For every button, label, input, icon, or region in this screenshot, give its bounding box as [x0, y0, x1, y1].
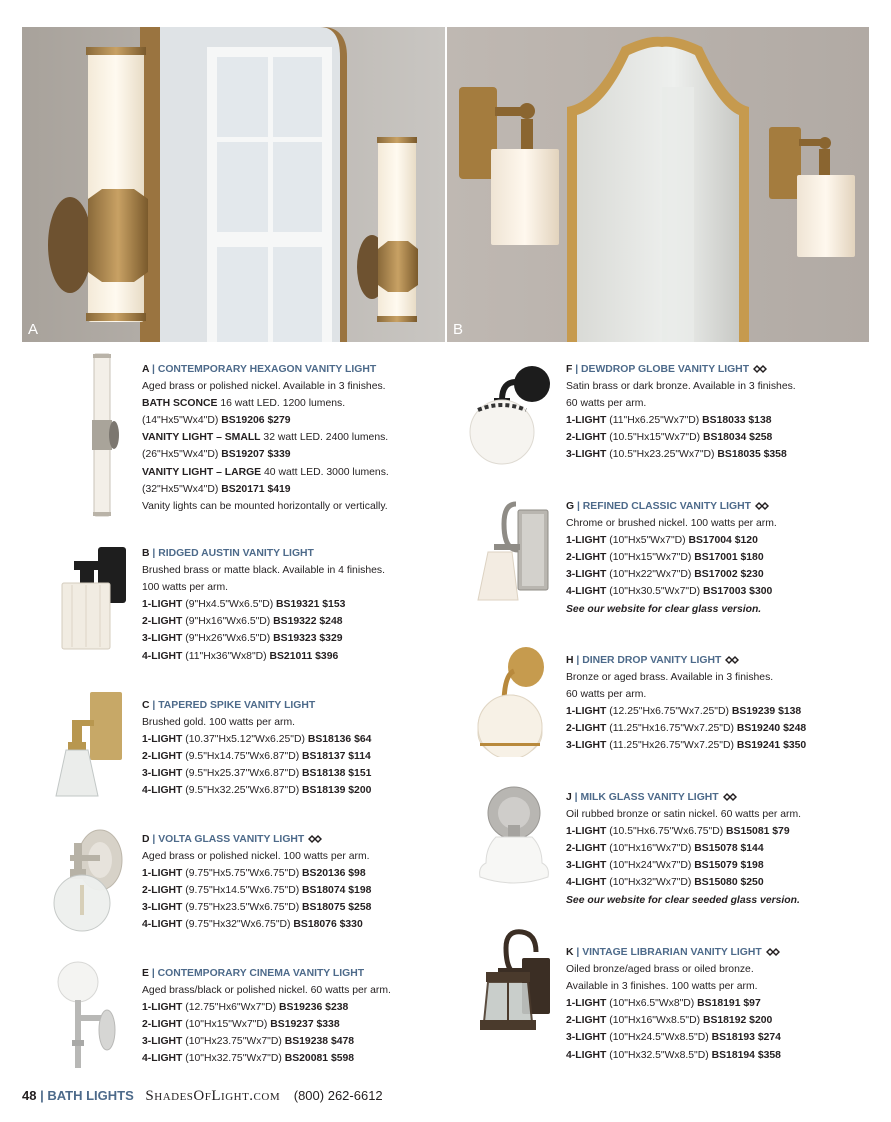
price: $329 — [319, 633, 343, 645]
section-name: BATH LIGHTS — [47, 1088, 134, 1103]
product-size-line: 2-LIGHT (10"Hx16"Wx7"D) BS15078 $144 — [566, 843, 764, 855]
product-size-line: 2-LIGHT (9.5"Hx14.75"Wx6.87"D) BS18137 $114 — [142, 751, 371, 763]
product-description: Brushed gold. 100 watts per arm. — [142, 717, 296, 729]
sku: BS18136 — [307, 734, 352, 746]
product-size-line: 3-LIGHT (10"Hx22"Wx7"D) BS17002 $230 — [566, 569, 764, 581]
product-letter: A — [142, 364, 150, 375]
product-size-line: 2-LIGHT (10"Hx16"Wx8.5"D) BS18192 $200 — [566, 1015, 773, 1027]
product-letter: E — [142, 968, 149, 979]
product-letter: H — [566, 655, 574, 666]
size-label: 2-LIGHT — [142, 751, 183, 763]
size-label: 3-LIGHT — [566, 740, 607, 752]
variant-name: BATH SCONCE — [142, 398, 218, 410]
product-image-g — [474, 500, 550, 608]
price: $330 — [339, 919, 363, 931]
product-block-h — [566, 652, 806, 755]
size-label: 2-LIGHT — [566, 843, 607, 855]
diamond-badge-icon — [755, 502, 769, 510]
product-size-line: 2-LIGHT (9.75"Hx14.5"Wx6.75"D) BS18074 $198 — [142, 885, 372, 897]
product-letter: F — [566, 364, 573, 375]
size-label: 4-LIGHT — [142, 919, 183, 931]
product-size-line: 3-LIGHT (9"Hx26"Wx6.5"D) BS19323 $329 — [142, 633, 343, 645]
product-size-line: 1-LIGHT (11"Hx6.25"Wx7"D) BS18033 $138 — [566, 415, 772, 427]
sku: BS15079 — [694, 860, 738, 872]
product-image-a — [86, 352, 122, 520]
price: $350 — [783, 740, 807, 752]
product-block-b — [142, 545, 385, 665]
size-label: 2-LIGHT — [142, 885, 183, 897]
product-description: Aged brass/black or polished nickel. 60 watts per arm. — [142, 985, 391, 997]
sku: BS18137 — [302, 751, 346, 763]
sku: BS20136 — [302, 868, 346, 880]
price: $200 — [348, 785, 372, 797]
size-label: 3-LIGHT — [142, 768, 183, 780]
sku: BS15081 — [726, 826, 770, 838]
title-separator: | — [149, 700, 159, 711]
product-size-line: 1-LIGHT (10"Hx5"Wx7"D) BS17004 $120 — [566, 535, 758, 547]
title-separator: | — [148, 968, 158, 979]
sku: BS17002 — [694, 569, 738, 581]
sku: BS20081 — [284, 1053, 329, 1065]
product-letter: J — [566, 792, 572, 803]
product-title — [142, 697, 371, 714]
product-size-line: 3-LIGHT (9.75"Hx23.5"Wx6.75"D) BS18075 $258 — [142, 902, 372, 914]
product-size-line: 3-LIGHT (10"Hx24.5"Wx8.5"D) BS18193 $274 — [566, 1032, 781, 1044]
product-title — [142, 831, 371, 848]
product-size-line: 1-LIGHT (12.75"Hx6"Wx7"D) BS19236 $238 — [142, 1002, 349, 1014]
title-separator: | — [573, 655, 583, 666]
size-label: 4-LIGHT — [142, 785, 183, 797]
product-description: Aged brass or polished nickel. Available in 3 finishes. — [142, 381, 386, 393]
product-size-line: 1-LIGHT (9"Hx4.5"Wx6.5"D) BS19321 $153 — [142, 599, 346, 611]
price: $153 — [322, 599, 346, 611]
product-letter: K — [566, 947, 574, 958]
product-letter: B — [142, 548, 150, 559]
product-size-line: 1-LIGHT (10"Hx6.5"Wx8"D) BS18191 $97 — [566, 998, 761, 1010]
sku: BS18191 — [697, 998, 741, 1010]
size-label: 1-LIGHT — [566, 535, 607, 547]
price: $396 — [315, 650, 339, 662]
title-separator: | — [149, 548, 159, 559]
size-label: 3-LIGHT — [142, 1036, 183, 1048]
product-title — [142, 965, 391, 982]
product-spec-line: (26"Hx5"Wx4"D) BS19207 $339 — [142, 449, 291, 461]
sku: BS19236 — [278, 1002, 323, 1014]
product-title — [142, 361, 389, 378]
sku: BS18074 — [302, 885, 346, 897]
sku: BS18035 — [717, 449, 761, 461]
product-block-e — [142, 965, 391, 1068]
product-title — [566, 944, 781, 961]
product-size-line: 3-LIGHT (10"Hx23.75"Wx7"D) BS19238 $478 — [142, 1036, 355, 1048]
product-image-j — [476, 785, 552, 893]
price: $338 — [316, 1019, 340, 1031]
price: $151 — [348, 768, 372, 780]
size-label: 1-LIGHT — [566, 415, 607, 427]
product-name: DEWDROP GLOBE VANITY LIGHT — [581, 364, 750, 375]
sku: BS18192 — [702, 1015, 747, 1027]
product-description: Available in 3 finishes. 100 watts per arm. — [566, 981, 758, 993]
price: $274 — [757, 1032, 781, 1044]
product-image-k — [470, 928, 554, 1036]
sku: BS15078 — [694, 843, 738, 855]
sku: BS19322 — [273, 616, 317, 628]
size-label: 1-LIGHT — [142, 734, 183, 746]
product-description: Brushed brass or matte black. Available in 4 finishes. — [142, 565, 385, 577]
size-label: 2-LIGHT — [566, 723, 607, 735]
product-image-d — [50, 825, 126, 933]
price: $358 — [757, 1049, 781, 1061]
price: $258 — [348, 902, 372, 914]
product-size-line: 1-LIGHT (10.5"Hx6.75"Wx6.75"D) BS15081 $79 — [566, 826, 790, 838]
price: $97 — [743, 998, 761, 1010]
sku: BS18194 — [711, 1049, 755, 1061]
product-description: 60 watts per arm. — [566, 689, 647, 701]
sku: BS19321 — [276, 599, 320, 611]
sku: BS21011 — [269, 650, 313, 662]
product-image-f — [468, 360, 552, 468]
price: $64 — [354, 734, 372, 746]
size-label: 4-LIGHT — [142, 650, 183, 662]
sku: BS19237 — [270, 1019, 314, 1031]
product-variant-line: BATH SCONCE 16 watt LED. 1200 lumens. — [142, 398, 346, 410]
website-link[interactable]: ShadesOfLight.com — [145, 1088, 281, 1104]
size-label: 1-LIGHT — [142, 599, 183, 611]
size-label: 2-LIGHT — [566, 552, 607, 564]
price: $180 — [740, 552, 764, 564]
product-note: See our website for clear seeded glass version. — [566, 894, 800, 906]
product-name: REFINED CLASSIC VANITY LIGHT — [582, 501, 751, 512]
product-letter: D — [142, 834, 150, 845]
diamond-badge-icon — [725, 656, 739, 664]
title-separator: | — [574, 501, 583, 512]
price: $230 — [740, 569, 764, 581]
product-spec-line: (32"Hx5"Wx4"D) BS20171 $419 — [142, 483, 291, 495]
sku: BS15080 — [694, 877, 738, 889]
diamond-badge-icon — [766, 948, 780, 956]
size-label: 3-LIGHT — [566, 449, 607, 461]
diamond-badge-icon — [308, 835, 322, 843]
sku: BS18075 — [302, 902, 346, 914]
product-name: DINER DROP VANITY LIGHT — [582, 655, 722, 666]
variant-name: VANITY LIGHT – SMALL — [142, 432, 261, 444]
size-label: 1-LIGHT — [566, 706, 607, 718]
product-size-line: 4-LIGHT (9.75"Hx32"Wx6.75"D) BS18076 $330 — [142, 919, 363, 931]
size-label: 1-LIGHT — [142, 1002, 183, 1014]
product-size-line: 3-LIGHT (10.5"Hx23.25"Wx7"D) BS18035 $358 — [566, 449, 787, 461]
price: $250 — [740, 877, 764, 889]
price: $598 — [330, 1053, 355, 1065]
price: $248 — [319, 616, 343, 628]
product-description: 100 watts per arm. — [142, 582, 229, 594]
product-title — [566, 652, 806, 669]
price: $238 — [325, 1002, 349, 1014]
product-note: See our website for clear glass version. — [566, 603, 762, 615]
product-variant-line: VANITY LIGHT – LARGE 40 watt LED. 3000 lumens. — [142, 466, 389, 478]
sku: BS18139 — [302, 785, 346, 797]
product-size-line: 2-LIGHT (11.25"Hx16.75"Wx7.25"D) BS19240 $248 — [566, 723, 807, 735]
size-label: 3-LIGHT — [566, 569, 607, 581]
product-letter: C — [142, 700, 150, 711]
sku: BS19239 — [731, 706, 776, 718]
title-separator: | — [572, 364, 582, 375]
size-label: 3-LIGHT — [566, 860, 607, 872]
sku: BS18033 — [702, 415, 746, 427]
size-label: 4-LIGHT — [566, 1049, 607, 1061]
price: $198 — [348, 885, 372, 897]
size-label: 2-LIGHT — [142, 616, 183, 628]
sku: BS17003 — [702, 586, 747, 598]
product-title — [566, 498, 777, 515]
sku: BS19240 — [736, 723, 781, 735]
product-spec-line: (14"Hx5"Wx4"D) BS19206 $279 — [142, 415, 291, 427]
price: $79 — [772, 826, 790, 838]
product-name: VOLTA GLASS VANITY LIGHT — [158, 834, 305, 845]
price: $114 — [348, 751, 371, 763]
product-image-c — [54, 690, 126, 800]
price: $200 — [749, 1015, 773, 1027]
product-size-line: 2-LIGHT (9"Hx16"Wx6.5"D) BS19322 $248 — [142, 616, 343, 628]
sku: BS19241 — [736, 740, 781, 752]
product-name: VINTAGE LIBRARIAN VANITY LIGHT — [582, 947, 762, 958]
product-size-line: 3-LIGHT (10"Hx24"Wx7"D) BS15079 $198 — [566, 860, 764, 872]
product-name: MILK GLASS VANITY LIGHT — [580, 792, 719, 803]
product-letter: G — [566, 501, 575, 512]
product-description: Oiled bronze/aged brass or oiled bronze. — [566, 964, 754, 976]
price: $419 — [267, 483, 291, 495]
sku: BS20171 — [221, 483, 265, 495]
product-title — [142, 545, 385, 562]
sku: BS17001 — [694, 552, 738, 564]
sku: BS17004 — [688, 535, 732, 547]
sku: BS19207 — [221, 449, 265, 461]
size-label: 1-LIGHT — [566, 826, 607, 838]
title-separator: | — [149, 364, 158, 375]
price: $339 — [267, 449, 291, 461]
product-image-h — [474, 645, 546, 757]
product-size-line: 4-LIGHT (10"Hx30.5"Wx7"D) BS17003 $300 — [566, 586, 773, 598]
variant-name: VANITY LIGHT – LARGE — [142, 466, 262, 478]
size-label: 4-LIGHT — [566, 877, 607, 889]
size-label: 1-LIGHT — [566, 998, 607, 1010]
size-label: 3-LIGHT — [142, 633, 183, 645]
product-name: RIDGED AUSTIN VANITY LIGHT — [158, 548, 314, 559]
price: $300 — [749, 586, 773, 598]
product-size-line: 3-LIGHT (11.25"Hx26.75"Wx7.25"D) BS19241 $350 — [566, 740, 807, 752]
product-block-j — [566, 789, 801, 909]
product-size-line: 4-LIGHT (11"Hx36"Wx8"D) BS21011 $396 — [142, 650, 339, 662]
price: $138 — [778, 706, 802, 718]
phone-number[interactable]: (800) 262-6612 — [293, 1088, 383, 1103]
product-size-line: 1-LIGHT (10.37"Hx5.12"Wx6.25"D) BS18136 $64 — [142, 734, 372, 746]
size-label: 3-LIGHT — [566, 1032, 607, 1044]
price: $138 — [748, 415, 772, 427]
size-label: 1-LIGHT — [142, 868, 183, 880]
size-label: 2-LIGHT — [142, 1019, 183, 1031]
product-size-line: 2-LIGHT (10.5"Hx15"Wx7"D) BS18034 $258 — [566, 432, 773, 444]
page-number: 48 — [22, 1088, 37, 1103]
sku: BS18076 — [293, 919, 337, 931]
size-label: 4-LIGHT — [566, 586, 607, 598]
title-separator: | — [149, 834, 159, 845]
diamond-badge-icon — [753, 365, 767, 373]
price: $144 — [740, 843, 764, 855]
page-footer — [22, 1088, 383, 1105]
size-label: 4-LIGHT — [142, 1053, 183, 1065]
price: $358 — [763, 449, 787, 461]
diamond-badge-icon — [723, 793, 737, 801]
hero-letter-b: B — [453, 321, 464, 338]
price: $478 — [330, 1036, 355, 1048]
product-block-k — [566, 944, 781, 1064]
sku: BS18138 — [302, 768, 346, 780]
product-description: Vanity lights can be mounted horizontally or vertically. — [142, 500, 388, 512]
sku: BS18193 — [711, 1032, 755, 1044]
product-name: CONTEMPORARY CINEMA VANITY LIGHT — [157, 968, 365, 979]
product-name: TAPERED SPIKE VANITY LIGHT — [158, 700, 316, 711]
product-block-c — [142, 697, 371, 800]
product-size-line: 4-LIGHT (10"Hx32.75"Wx7"D) BS20081 $598 — [142, 1053, 355, 1065]
hero-letter-a: A — [28, 321, 39, 338]
product-image-b — [58, 545, 128, 653]
product-size-line: 4-LIGHT (10"Hx32.5"Wx8.5"D) BS18194 $358 — [566, 1049, 781, 1061]
product-size-line: 2-LIGHT (10"Hx15"Wx7"D) BS19237 $338 — [142, 1019, 340, 1031]
sku: BS19323 — [273, 633, 317, 645]
product-block-a — [142, 361, 389, 515]
product-size-line: 3-LIGHT (9.5"Hx25.37"Wx6.87"D) BS18138 $151 — [142, 768, 372, 780]
product-title — [566, 361, 796, 378]
price: $248 — [783, 723, 807, 735]
hero-photo-b — [447, 27, 869, 342]
footer-separator: | — [40, 1088, 44, 1103]
price: $279 — [267, 415, 291, 427]
product-size-line: 2-LIGHT (10"Hx15"Wx7"D) BS17001 $180 — [566, 552, 764, 564]
price: $120 — [734, 535, 758, 547]
product-description: Oil rubbed bronze or satin nickel. 60 watts per arm. — [566, 809, 802, 821]
product-variant-line: VANITY LIGHT – SMALL 32 watt LED. 2400 lumens. — [142, 432, 389, 444]
product-image-e — [52, 960, 118, 1072]
size-label: 3-LIGHT — [142, 902, 183, 914]
product-description: Aged brass or polished nickel. 100 watts per arm. — [142, 851, 370, 863]
product-name: CONTEMPORARY HEXAGON VANITY LIGHT — [157, 364, 377, 375]
price: $98 — [348, 868, 366, 880]
product-size-line: 1-LIGHT (12.25"Hx6.75"Wx7.25"D) BS19239 $138 — [566, 706, 802, 718]
sku: BS18034 — [702, 432, 747, 444]
product-block-f — [566, 361, 796, 464]
product-description: Satin brass or dark bronze. Available in 3 finishes. — [566, 381, 796, 393]
product-size-line: 1-LIGHT (9.75"Hx5.75"Wx6.75"D) BS20136 $98 — [142, 868, 366, 880]
product-size-line: 4-LIGHT (10"Hx32"Wx7"D) BS15080 $250 — [566, 877, 764, 889]
product-description: Chrome or brushed nickel. 100 watts per arm. — [566, 518, 777, 530]
product-block-g — [566, 498, 777, 618]
size-label: 2-LIGHT — [566, 432, 607, 444]
product-description: Bronze or aged brass. Available in 3 finishes. — [566, 672, 774, 684]
sku: BS19238 — [284, 1036, 329, 1048]
product-size-line: 4-LIGHT (9.5"Hx32.25"Wx6.87"D) BS18139 $200 — [142, 785, 372, 797]
size-label: 2-LIGHT — [566, 1015, 607, 1027]
title-separator: | — [571, 792, 581, 803]
title-separator: | — [573, 947, 583, 958]
product-title — [566, 789, 801, 806]
product-description: 60 watts per arm. — [566, 398, 647, 410]
hero-photo-a — [22, 27, 445, 342]
price: $198 — [740, 860, 764, 872]
price: $258 — [749, 432, 773, 444]
product-block-d — [142, 831, 371, 934]
sku: BS19206 — [221, 415, 265, 427]
